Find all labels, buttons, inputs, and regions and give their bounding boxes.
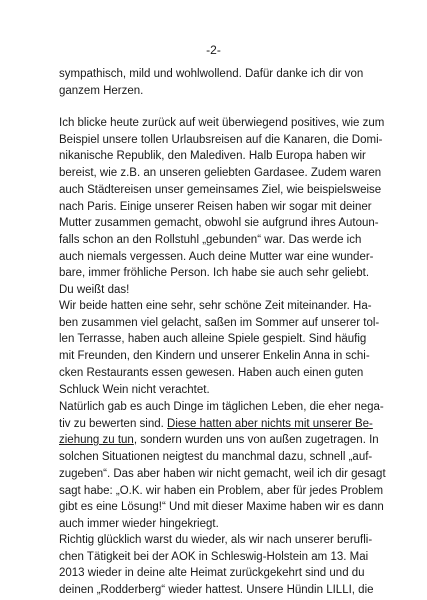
- text-segment: Ich blicke heute zurück auf weit überwiegend positives, wie zum: [59, 117, 385, 129]
- text-line: [59, 115, 389, 132]
- underlined-text: ziehung zu tun: [59, 434, 134, 447]
- text-line: [59, 365, 389, 382]
- text-line: [59, 165, 389, 182]
- text-line: [59, 516, 389, 533]
- text-line: [59, 215, 389, 232]
- page-number: -2-: [206, 43, 221, 57]
- text-line: [59, 66, 389, 83]
- text-line: [59, 132, 389, 149]
- text-line: [59, 449, 389, 466]
- text-segment: auch immer wieder hingekriegt.: [59, 517, 219, 530]
- text-line: [59, 265, 389, 282]
- text-segment: Wir beide hatten eine sehr, sehr schöne Zeit miteinander. Ha-: [59, 300, 372, 312]
- text-line: [59, 399, 389, 416]
- text-segment: zugeben“. Das aber haben wir nicht gemacht, weil ich dir gesagt: [59, 467, 386, 480]
- paragraph-5: [59, 532, 389, 599]
- underlined-text: Diese hatten aber nichts mit unserer Be-: [167, 417, 373, 430]
- text-segment: Natürlich gab es auch Dinge im täglichen Leben, die eher nega-: [59, 401, 384, 413]
- text-line: [59, 298, 389, 315]
- text-line: [59, 331, 389, 348]
- text-segment: sagt habe: „O.K. wir haben ein Problem, aber für jedes Problem: [59, 484, 384, 497]
- text-segment: auch niemals vergessen. Auch deine Mutter war eine wunder-: [59, 250, 374, 263]
- text-segment: nikanische Republik, den Malediven. Halb Europa haben wir: [59, 150, 366, 163]
- text-line: [59, 83, 389, 100]
- text-line: [59, 232, 389, 249]
- text-line: [59, 182, 389, 199]
- text-segment: falls schon an den Rollstuhl „gebunden“ war. Das werde ich: [59, 233, 362, 246]
- text-line: [59, 249, 389, 266]
- text-segment: sympathisch, mild und wohlwollend. Dafür danke ich dir von: [59, 68, 364, 80]
- paragraph-3: [59, 298, 389, 398]
- text-line: [59, 499, 389, 516]
- text-line: [59, 199, 389, 216]
- paragraph-4: [59, 399, 389, 533]
- text-line: [59, 315, 389, 332]
- text-segment: gibt es eine Lösung!“ Und mit dieser Maxime haben wir es dann: [59, 501, 384, 514]
- text-segment: bare, immer fröhliche Person. Ich habe sie auch sehr geliebt.: [59, 267, 370, 280]
- text-line: [59, 432, 389, 449]
- paragraph-1: [59, 66, 389, 99]
- paragraph-2: [59, 115, 389, 299]
- text-line: [59, 282, 389, 299]
- text-line: [59, 348, 389, 365]
- text-segment: Beispiel unsere tollen Urlaubsreisen auf die Kanaren, die Domi-: [59, 133, 383, 146]
- text-segment: cken Restaurants essen gewesen. Haben auch einen guten: [59, 366, 364, 379]
- text-segment: tiv zu bewerten sind.: [59, 417, 168, 430]
- text-segment: auch Städtereisen unser gemeinsames Ziel, wie beispielsweise: [59, 183, 382, 196]
- text-line: [59, 382, 389, 399]
- text-line: [59, 466, 389, 483]
- text-segment: Schluck Wein nicht verachtet.: [59, 383, 210, 396]
- text-segment: Mutter zusammen gemacht, obwohl sie aufgrund ihres Autoun-: [59, 217, 379, 230]
- text-line: [59, 148, 389, 165]
- text-segment: ben zusammen viel gelacht, saßen im Sommer auf unserer tol-: [59, 316, 380, 329]
- text-line: [59, 532, 389, 549]
- text-segment: mit Freunden, den Kindern und unserer Enkelin Anna in schi-: [59, 350, 370, 363]
- text-line: [59, 565, 389, 582]
- text-segment: len Terrasse, haben auch alleine Spiele gespielt. Sind häufig: [59, 333, 367, 346]
- text-line: [59, 483, 389, 500]
- text-segment: nach Paris. Einige unserer Reisen haben wir sogar mit deiner: [59, 200, 372, 213]
- text-segment: ganzem Herzen.: [59, 84, 144, 97]
- text-segment: bereist, wie z.B. an unseren geliebten Gardasee. Zudem waren: [59, 167, 382, 180]
- text-line: [59, 416, 389, 433]
- text-segment: , sondern wurden uns von außen zugetragen. In: [133, 434, 379, 447]
- text-line: [59, 549, 389, 566]
- text-segment: Du weißt das!: [59, 284, 130, 297]
- text-segment: deinen „Rodderberg“ wieder hattest. Unsere Hündin LILLI, die: [59, 584, 374, 597]
- text-line: [59, 582, 389, 599]
- text-segment: 2013 wieder in deine alte Heimat zurückgekehrt sind und du: [59, 567, 365, 580]
- text-segment: Richtig glücklich warst du wieder, als wir nach unserer berufli-: [59, 534, 373, 546]
- text-segment: solchen Situationen neigtest du manchmal dazu, schnell „auf-: [59, 451, 373, 464]
- text-segment: chen Tätigkeit bei der AOK in Schleswig-Holstein am 13. Mai: [59, 550, 369, 563]
